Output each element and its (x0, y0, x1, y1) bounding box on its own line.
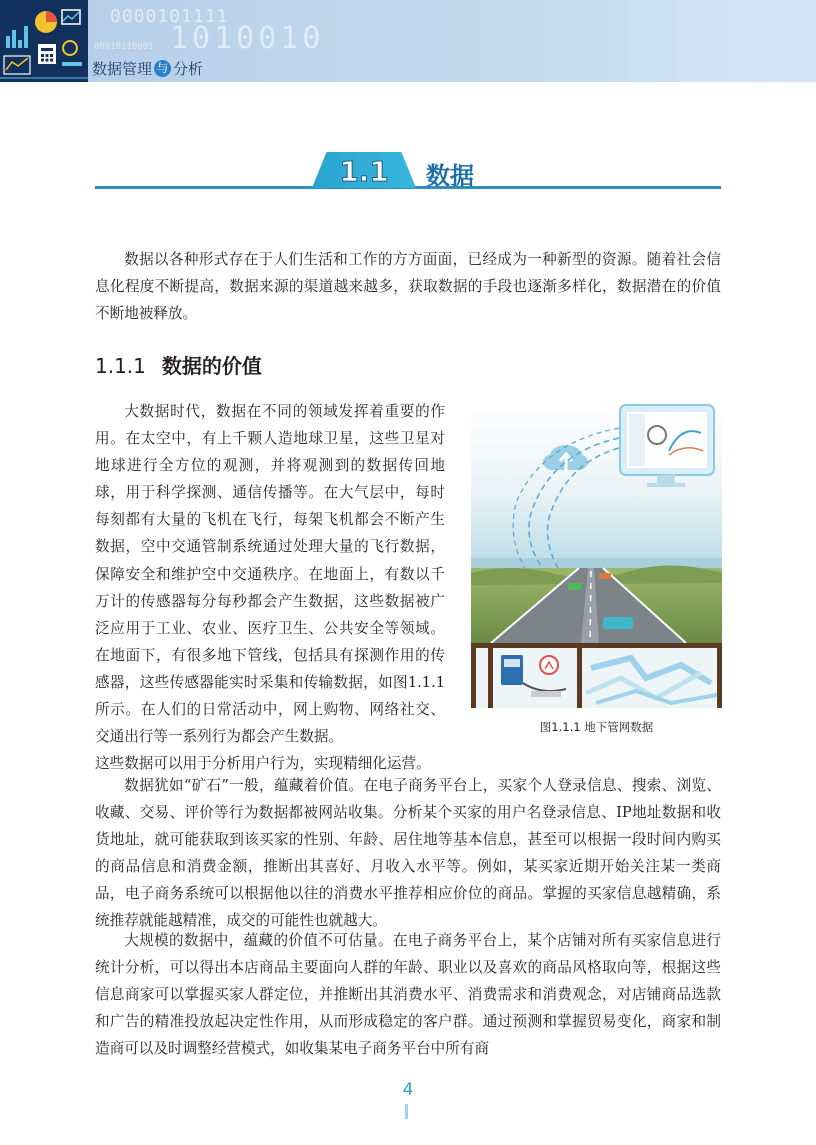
figure-caption: 图1.1.1 地下管网数据 (539, 720, 654, 734)
book-title-connector: 与 (154, 60, 171, 77)
subsection-heading (95, 350, 262, 379)
intro-paragraph: 数据以各种形式存在于人们生活和工作的方方面面，已经成为一种新型的资源。随着社会信息化程度不断提高，数据来源的渠道越来越多，获取数据的手段也逐渐多样化，数据潜在的价值不断地被释放。 (95, 251, 721, 323)
book-title-part2: 分析 (173, 60, 204, 78)
page-header (0, 0, 816, 82)
header-data-icons-logo (0, 0, 88, 82)
subsection-number: 1.1.1 (95, 354, 146, 378)
section-number: 1.1 (339, 155, 389, 188)
subsection-title: 数据的价值 (161, 354, 262, 378)
binary-text-line2: 1010010 (170, 21, 325, 56)
paragraph-data-as-ore: 数据犹如“矿石”一般，蕴藏着价值。在电子商务平台上，买家个人登录信息、搜索、浏览、收藏、交易、评价等行为数据都被网站收集。分析某个买家的用户名登录信息、IP地址数据和收货地址，就可能获取到该买家的性别、年龄、居住地等基本信息，甚至可以根据一段时间内购买的商品信息和消费金额，推断出其喜好、月收入水平等。例如，某买家近期开始关注某一类商品，电子商务系统可以根据他以往的消费水平推荐相应价位的商品。掌握的买家信息越精确，系统推荐就能越精准，成交的可能性也就越大。 (95, 777, 721, 930)
header-binary-decoration (94, 6, 325, 56)
underground-pipeline-illustration-icon (471, 403, 722, 708)
page-number: 4 (402, 1080, 414, 1100)
page-number-tick (405, 1104, 408, 1119)
section-title: 数据 (426, 162, 474, 190)
book-title (92, 58, 203, 79)
binary-text-line1: 0000101111 (110, 6, 229, 27)
paragraph-large-scale-data-value: 大规模的数据中，蕴藏的价值不可估量。在电子商务平台上，某个店铺对所有买家信息进行统计分析，可以得出本店商品主要面向人群的年龄、职业以及喜欢的商品风格取向等，根据这些信息商家可以掌握买家人群定位，并推断出其消费水平、消费需求和消费观念，对店铺商品选款和广告的精准投放起决定性作用，从而形成稳定的客户群。通过预测和掌握贸易变化，商家和制造商可以及时调整经营模式，如收集某电子商务平台中所有商 (95, 932, 721, 1058)
figure-underground-pipeline (471, 403, 722, 708)
binary-text-line3: 00010110001 (94, 42, 154, 52)
paragraph-data-value-domains: 大数据时代，数据在不同的领域发挥着重要的作用。在太空中，有上千颗人造地球卫星，这些卫星对地球进行全方位的观测，并将观测到的数据传回地球，用于科学探测、通信传播等。在大气层中，每时每刻都有大量的飞机在飞行，每架飞机都会不断产生数据，空中交通管制系统通过处理大量的飞行数据，保障安全和维护空中交通秩序。在地面上，有数以千万计的传感器每分每秒都会产生数据，这些数据被广泛应用于工业、农业、医疗卫生、公共安全等领域。在地面下，有很多地下管线，包括具有探测作用的传感器，这些传感器能实时采集和传输数据，如图1.1.1所示。在人们的日常活动中，网上购物、网络社交、交通出行等一系列行为都会产生数据。 (95, 403, 445, 746)
data-analytics-icon (0, 0, 88, 82)
book-title-part1: 数据管理 (92, 60, 153, 78)
paragraph-data-value-domains-last-line: 这些数据可以用于分析用户行为，实现精细化运营。 (95, 755, 431, 772)
